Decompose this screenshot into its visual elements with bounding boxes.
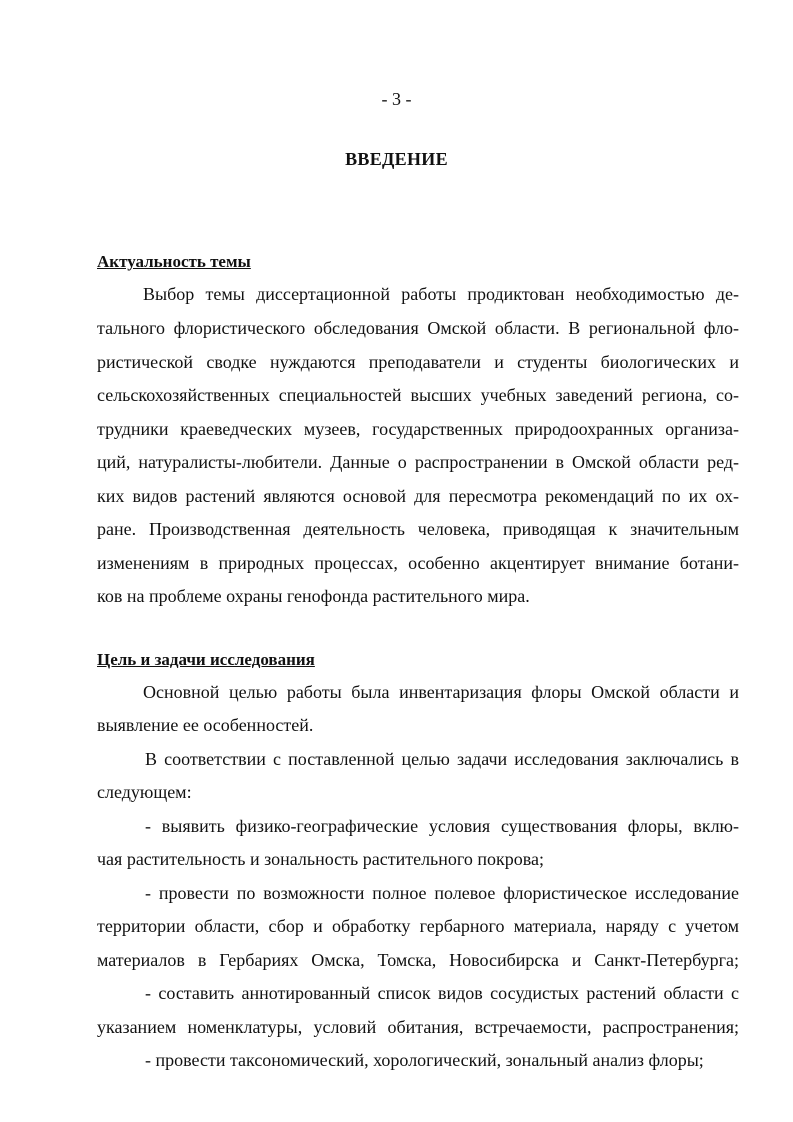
section-heading-goals: Цель и задачи исследования [97,650,315,669]
paragraph-line: ране. Производственная деятельность человека, приводящая к значительным [97,519,739,539]
list-item-line: указанием номенклатуры, условий обитания, встречаемости, распространения; [97,1017,739,1037]
list-item-line: чая растительность и зональность растительного покрова; [97,849,544,869]
paragraph-line: ций, натуралисты-любители. Данные о распространении в Омской области ред- [97,452,739,472]
list-item-line: - составить аннотированный список видов сосудистых растений области с [145,983,739,1003]
paragraph-line: сельскохозяйственных специальностей высших учебных заведений региона, со- [97,385,739,405]
list-item-line: территории области, сбор и обработку гербарного материала, наряду с учетом [97,916,739,936]
page-number: - 3 - [381,89,412,109]
page-title: ВВЕДЕНИЕ [345,149,448,169]
paragraph-line: изменениям в природных процессах, особенно акцентирует внимание ботани- [97,553,739,573]
paragraph-line: В соответствии с поставленной целью задачи исследования заключались в [145,749,739,769]
paragraph-line: трудники краеведческих музеев, государственных природоохранных организа- [97,419,739,439]
list-item-line: - провести таксономический, хорологический, зональный анализ флоры; [145,1050,704,1070]
list-item-line: материалов в Гербариях Омска, Томска, Новосибирска и Санкт-Петербурга; [97,950,739,970]
list-item-line: - провести по возможности полное полевое флористическое исследование [145,883,739,903]
paragraph-line: выявление ее особенностей. [97,715,314,735]
paragraph-line: Основной целью работы была инвентаризация флоры Омской области и [143,682,739,702]
paragraph-line: ристической сводке нуждаются преподаватели и студенты биологических и [97,352,739,372]
list-item-line: - выявить физико-географические условия существования флоры, вклю- [145,816,739,836]
paragraph-line: ков на проблеме охраны генофонда растительного мира. [97,586,530,606]
paragraph-line: тального флористического обследования Омской области. В региональной фло- [97,318,739,338]
section-heading-relevance: Актуальность темы [97,252,251,271]
paragraph-line: Выбор темы диссертационной работы продиктован необходимостью де- [143,284,739,304]
paragraph-line: ких видов растений являются основой для пересмотра рекомендаций по их ох- [97,486,739,506]
paragraph-line: следующем: [97,782,192,802]
